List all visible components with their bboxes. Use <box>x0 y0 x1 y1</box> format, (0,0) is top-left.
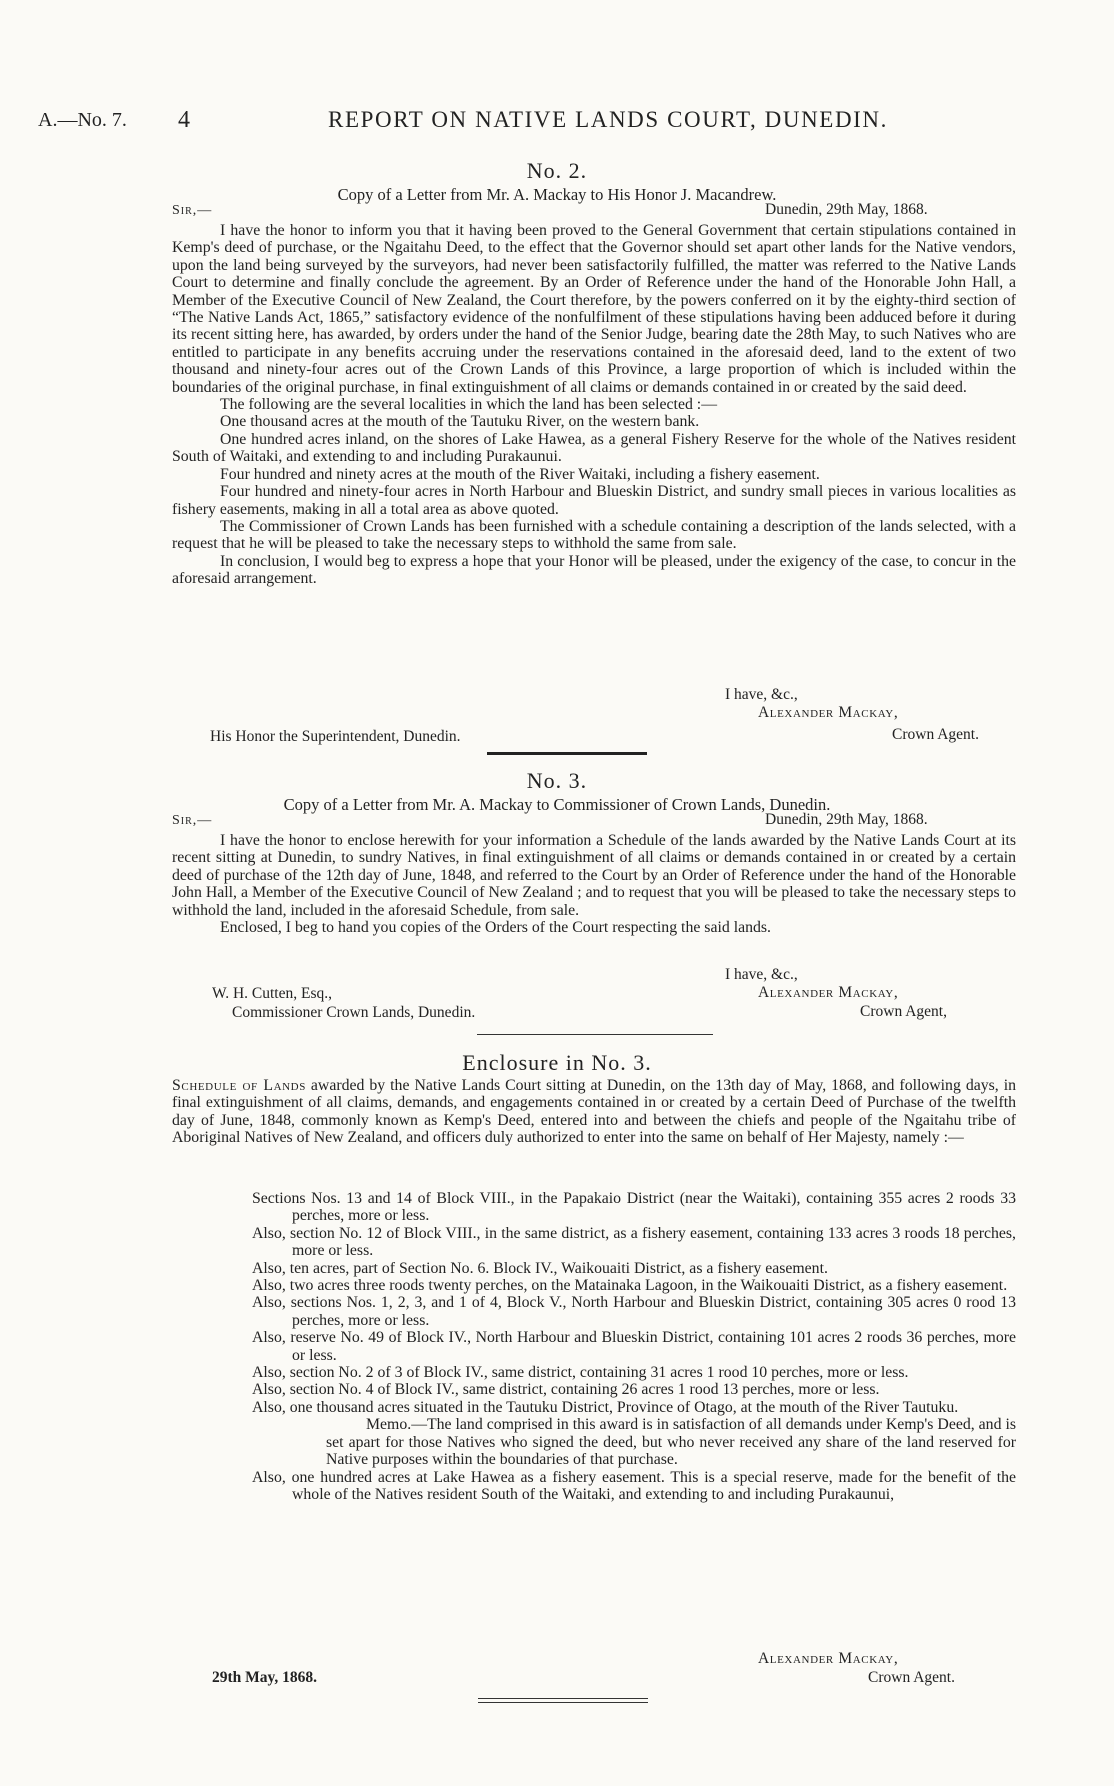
series-number: A.—No. 7. <box>38 109 127 131</box>
letter-2-paragraph: One thousand acres at the mouth of the Tautuku River, on the western bank. <box>220 413 700 431</box>
enclosure-schedule <box>172 1077 1016 1147</box>
enclosure-heading: Enclosure in No. 3. <box>462 1050 652 1075</box>
letter-3-paragraph: I have the honor to enclose herewith for your information a Schedule of the lands awarded by the Native Lands Court at its recent sitting at Dunedin, to sundry Natives, in final extinguishment of all claims or demands contained in or created by a certain deed of purchase of the 12th day of June, 1848, and referred to the Court by an Order of Reference under the hand of the Honorable John Hall, a Member of the Executive Council of New Zealand ; and to request that you will be pleased to take the necessary steps to withhold the land, included in the aforesaid Schedule, from sale. <box>172 832 1016 919</box>
letter-2-paragraph: The following are the several localities in which the land has been selected :— <box>220 396 717 414</box>
schedule-item: Also, two acres three roods twenty perches, on the Matainaka Lagoon, in the Waikouaiti District, as a fishery easement. <box>252 1277 1008 1295</box>
letter-3-salutation: Sir,— <box>172 813 213 828</box>
letter-2-dateline: Dunedin, 29th May, 1868. <box>765 201 928 218</box>
schedule-lead: Schedule of Lands <box>172 1077 306 1094</box>
schedule-item: Also, reserve No. 49 of Block IV., North Harbour and Blueskin District, containing 101 acres 2 roods 36 perches, more or less. <box>252 1329 1016 1364</box>
page-title: REPORT ON NATIVE LANDS COURT, DUNEDIN. <box>328 107 888 132</box>
schedule-memo: Memo.—The land comprised in this award is in satisfaction of all demands under Kemp's Deed, and is set apart for those Natives who signed the deed, but who never received any share of the land reserved for Native purposes within the boundaries of that purchase. <box>326 1416 1016 1469</box>
end-rule <box>478 1702 648 1703</box>
schedule-item-last: Also, one hundred acres at Lake Hawea as a fishery easement. This is a special reserve, made for the benefit of the whole of the Natives resident South of the Waitaki, and extending to and including Purakaunui, <box>252 1468 1016 1503</box>
letter-2-paragraph: The Commissioner of Crown Lands has been furnished with a schedule containing a description of the lands selected, with a request that he will be pleased to take the necessary steps to withhold the same from sale. <box>172 517 1016 553</box>
letter-2-paragraph: Four hundred and ninety acres at the mouth of the River Waitaki, including a fishery easement. <box>220 465 820 483</box>
letter-3-heading: No. 3. <box>526 768 588 793</box>
letter-2-paragraph: I have the honor to inform you that it having been proved to the General Government that certain stipulations contained in Kemp's deed of purchase, or the Ngaitahu Deed, to the effect that the Governor should set apart other lands for the Native vendors, upon the land being surveyed by the surveyors, had never been satisfactorily fulfilled, the matter was referred to the Native Lands Court to determine and finally conclude the agreement. By an Order of Reference under the hand of the Honorable John Hall, a Member of the Executive Council of New Zealand, the Court therefore, by the powers conferred on it by the eighty-third section of “The Native Lands Act, 1865,” satisfactory evidence of the nonfulfilment of these stipulations having been adduced before it during its recent sitting here, has awarded, by orders under the hand of the Senior Judge, bearing date the 28th May, to such Natives who are entitled to participate in any benefits accruing under the reservations contained in the aforesaid deed, land to the extent of two thousand and ninety-four acres out of the Crown Lands of this Province, a large proportion of which is included within the boundaries of the original purchase, in final extinguishment of all claims or demands contained in or created by the said deed. <box>172 222 1016 396</box>
schedule-item: Also, sections Nos. 1, 2, 3, and 1 of 4, Block V., North Harbour and Blueskin District, containing 305 acres 0 rood 13 perches, more or less. <box>252 1294 1016 1329</box>
letter-2-addressee: His Honor the Superintendent, Dunedin. <box>210 728 461 745</box>
schedule-item: Also, ten acres, part of Section No. 6. Block IV., Waikouaiti District, as a fishery easement. <box>252 1259 828 1277</box>
letter-2-heading: No. 2. <box>526 158 588 183</box>
schedule-text: awarded by the Native Lands Court sitting at Dunedin, on the 13th day of May, 1868, and following days, in final extinguishment of all claims, demands, and engagements contained in or created by a certain Deed of Purchase of the twelfth day of June, 1848, commonly known as Kemp's Deed, entered into and between the chiefs and people of the Ngaitahu tribe of Aboriginal Natives of New Zealand, and officers duly authorized to enter into the same on behalf of Her Majesty, namely :— <box>172 1077 1017 1147</box>
letter-2-body <box>172 222 1016 588</box>
running-header <box>38 107 1076 133</box>
enclosure-signature: Alexander Mackay, <box>758 1650 899 1667</box>
section-rule <box>487 752 647 755</box>
letter-2-signature: Alexander Mackay, <box>758 704 899 721</box>
page-number: 4 <box>178 107 190 133</box>
schedule-item: Also, section No. 12 of Block VIII., in the same district, as a fishery easement, containing 133 acres 3 roods 18 perches, more or less. <box>252 1224 1016 1260</box>
letter-2-intro: Copy of a Letter from Mr. A. Mackay to His Honor J. Macandrew. <box>337 185 777 204</box>
enclosure-sig-title: Crown Agent. <box>868 1669 955 1686</box>
schedule-items <box>252 1190 1016 1503</box>
letter-2-paragraph: One hundred acres inland, on the shores of Lake Hawea, as a general Fishery Reserve for the whole of the Natives resident South of Waitaki, and extending to and including Purakaunui. <box>172 430 1016 466</box>
schedule-description <box>172 1077 1016 1147</box>
letter-2-sig-title: Crown Agent. <box>892 726 979 743</box>
schedule-item: Sections Nos. 13 and 14 of Block VIII., in the Papakaio District (near the Waitaki), containing 355 acres 2 roods 33 perches, more or less. <box>252 1190 1016 1225</box>
schedule-item: Also, section No. 4 of Block IV., same district, containing 26 acres 1 rood 13 perches, more or less. <box>252 1381 880 1399</box>
letter-2-paragraph: In conclusion, I would beg to express a hope that your Honor will be pleased, under the exigency of the case, to concur in the aforesaid arrangement. <box>172 552 1016 588</box>
letter-3-paragraph: Enclosed, I beg to hand you copies of the Orders of the Court respecting the said lands. <box>220 919 771 937</box>
enclosure-date: 29th May, 1868. <box>212 1669 318 1686</box>
end-rule <box>478 1698 648 1699</box>
schedule-item: Also, one thousand acres situated in the Tautuku District, Province of Otago, at the mouth of the River Tautuku. <box>252 1398 959 1416</box>
letter-3-signature: Alexander Mackay, <box>758 984 899 1001</box>
letter-3-body <box>172 832 1016 936</box>
letter-3-addressee-title: Commissioner Crown Lands, Dunedin. <box>232 1004 476 1021</box>
letter-3-dateline: Dunedin, 29th May, 1868. <box>765 811 928 828</box>
letter-3-sig-title: Crown Agent, <box>860 1003 947 1020</box>
letter-2-paragraph: Four hundred and ninety-four acres in North Harbour and Blueskin District, and sundry small pieces in various localities as fishery easements, making in all a total area as above quoted. <box>172 483 1016 518</box>
letter-3-closing: I have, &c., <box>725 966 798 983</box>
letter-2-closing: I have, &c., <box>725 686 798 703</box>
schedule-item: Also, section No. 2 of 3 of Block IV., same district, containing 31 acres 1 rood 10 perches, more or less. <box>252 1364 909 1382</box>
letter-2-salutation: Sir,— <box>172 203 213 218</box>
letter-3-addressee-name: W. H. Cutten, Esq., <box>212 985 332 1002</box>
letter-3-intro: Copy of a Letter from Mr. A. Mackay to Commissioner of Crown Lands, Dunedin. <box>283 795 831 814</box>
section-rule <box>477 1034 713 1035</box>
